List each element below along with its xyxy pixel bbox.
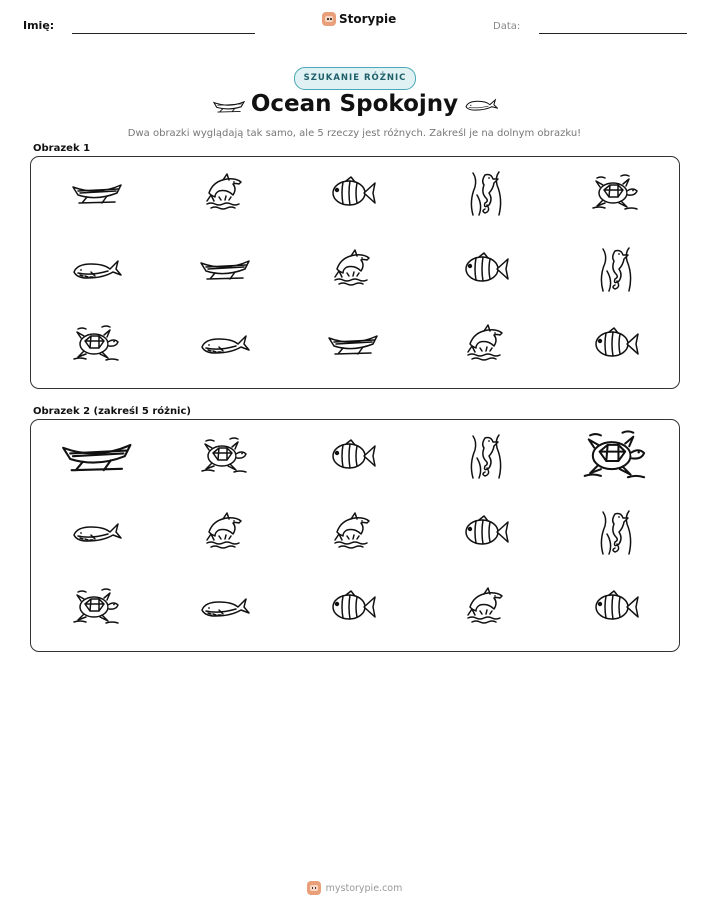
fish-icon [462,251,510,291]
dolphin-icon [331,512,375,556]
picture-1-cell [331,251,375,291]
page-title: Ocean Spokojny [250,91,459,117]
picture-2-cell[interactable] [71,520,123,548]
dolphin-icon [464,587,508,631]
turtle-icon [72,588,122,630]
seahorse-icon [597,245,635,297]
fish-icon [329,438,377,478]
dolphin-icon [464,324,508,368]
turtle-icon [582,430,650,485]
name-label: Imię: [23,19,55,32]
picture-2-label: Obrazek 2 (zakreśl 5 różnic) [33,406,191,417]
fish-icon [329,589,377,629]
name-line[interactable] [72,33,255,34]
canoe-icon [70,180,124,210]
picture-2-cell[interactable] [72,590,122,628]
picture-1-cell [198,258,252,284]
picture-1-cell [199,332,251,360]
dolphin-icon [331,249,375,293]
picture-1-cell [597,247,635,295]
brand-name: Storypie [339,12,397,26]
picture-2-cell[interactable] [464,589,508,629]
picture-2-cell[interactable] [59,440,135,476]
brand-logo [322,12,396,26]
whale-icon [71,518,123,550]
picture-1-cell [326,333,380,359]
picture-2-cell[interactable] [597,510,635,558]
worksheet-type-badge: SZUKANIE RÓŻNIC [294,67,416,90]
whale-icon [464,95,498,117]
picture-1-cell [467,171,505,219]
picture-2-cell[interactable] [462,516,510,552]
whale-icon [199,330,251,362]
turtle-icon [72,325,122,367]
date-line[interactable] [539,33,687,34]
picture-2-cell[interactable] [592,591,640,627]
seahorse-icon [467,169,505,221]
seahorse-icon [597,508,635,560]
picture-1-cell [591,176,641,214]
footer-url[interactable]: mystorypie.com [325,882,403,894]
picture-2-cell[interactable] [329,440,377,476]
picture-1-cell [71,257,123,285]
whale-icon [199,593,251,625]
turtle-icon [591,174,641,216]
whale-icon [71,255,123,287]
seahorse-icon [467,432,505,484]
picture-1-cell [72,327,122,365]
picture-2-cell[interactable] [329,591,377,627]
picture-1-cell [592,328,640,364]
fish-icon [592,326,640,366]
picture-2-cell[interactable] [582,432,650,483]
date-label: Data: [493,21,521,32]
dolphin-icon [203,512,247,556]
picture-2-cell[interactable] [200,439,250,477]
picture-1-cell [329,177,377,213]
dolphin-icon [203,173,247,217]
picture-2-cell[interactable] [203,514,247,554]
storypie-logo-icon [307,881,321,895]
picture-2-cell[interactable] [331,514,375,554]
fish-icon [462,514,510,554]
picture-1-panel [30,156,680,389]
storypie-logo-icon [322,12,336,26]
picture-2-cell[interactable] [199,595,251,623]
fish-icon [329,175,377,215]
picture-1-cell [462,253,510,289]
picture-1-cell [464,326,508,366]
canoe-icon [326,331,380,361]
picture-1-cell [203,175,247,215]
instructions: Dwa obrazki wyglądają tak samo, ale 5 rzeczy jest różnych. Zakreśl je na dolnym obrazku! [127,128,582,139]
turtle-icon [200,437,250,479]
picture-1-cell [70,182,124,208]
picture-2-cell[interactable] [467,434,505,482]
picture-2-panel[interactable] [30,419,680,652]
canoe-icon [198,256,252,286]
footer [0,881,709,895]
fish-icon [592,589,640,629]
picture-1-label: Obrazek 1 [33,143,91,154]
canoe-icon [59,438,135,478]
